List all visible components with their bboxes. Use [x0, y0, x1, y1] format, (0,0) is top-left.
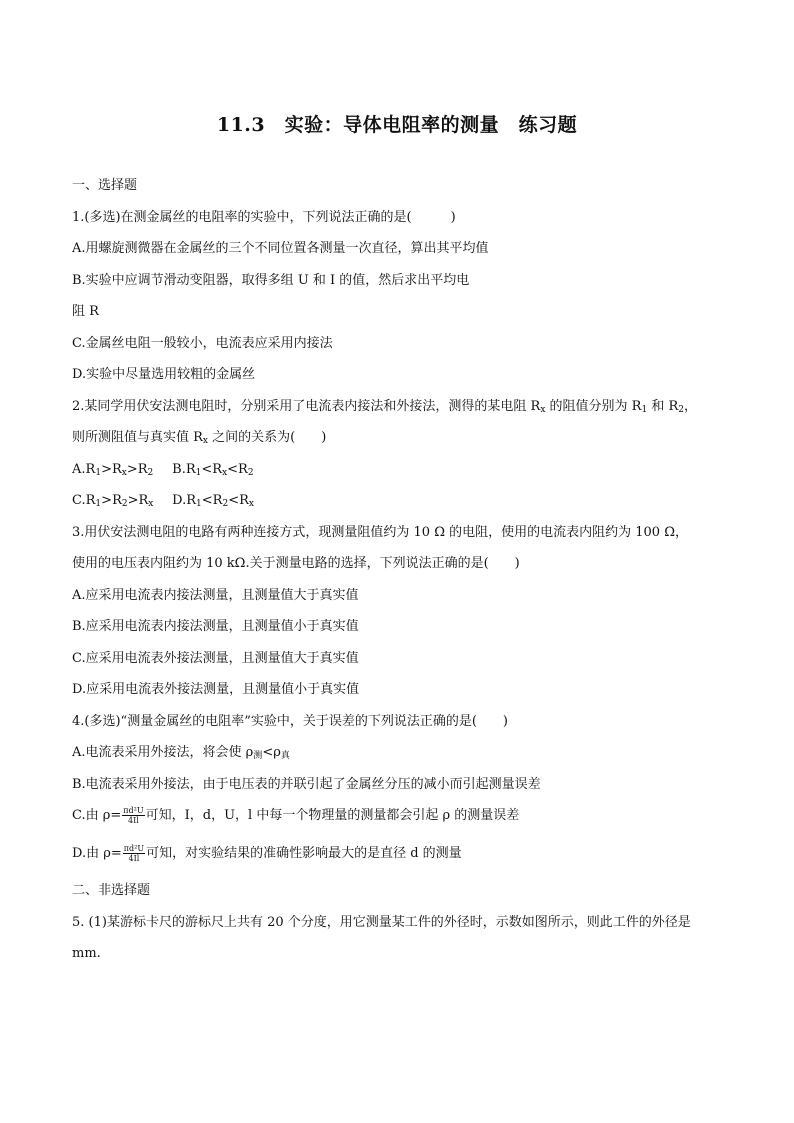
q3-stem-line2: 使用的电压表内阻约为 10 kΩ.关于测量电路的选择，下列说法正确的是( ) [72, 556, 520, 571]
q4-option-a: A.电流表采用外接法，将会使 $\rho_测<\rho_真$ [72, 745, 290, 761]
q2-option-b: $B.R_1<R_x<R_2$ [172, 461, 254, 478]
q3-option-d: D.应采用电流表外接法测量，且测量值小于真实值 [72, 682, 360, 697]
page-title: 11.3 实验：导体电阻率的测量 练习题 [216, 114, 578, 136]
q4-stem: 4.(多选)“测量金属丝的电阻率”实验中，关于误差的下列说法正确的是( ) [72, 713, 508, 729]
q3-option-b: B.应采用电流表内接法测量，且测量值小于真实值 [72, 619, 359, 634]
q3-stem-line1: 3.用伏安法测电阻的电路有两种连接方式，现测量阻值约为 10 Ω 的电阻，使用的电流表内阻约为 100 Ω， [72, 524, 688, 540]
section-heading-choice: 一、选择题 [72, 178, 138, 193]
q1-option-b: B.实验中应调节滑动变阻器，取得多组 U 和 I 的值，然后求出平均电 [72, 272, 470, 288]
q2-options-ab [72, 460, 732, 480]
q5-line2: mm. [72, 946, 101, 961]
q2-options-cd [72, 491, 732, 511]
section-heading-nonchoice: 二、非选择题 [72, 883, 151, 898]
q2-option-a: $A.R_1>R_x>R_2$ [72, 461, 154, 478]
q2-option-c: $C.R_1>R_2>R_x$ [72, 493, 154, 509]
q1-option-a: A.用螺旋测微器在金属丝的三个不同位置各测量一次直径，算出其平均值 [72, 241, 489, 256]
q2-stem-line1: 2.某同学用伏安法测电阻时，分别采用了电流表内接法和外接法，测得的某电阻 $R_x$ 的阻值分别为 $R_1$ 和 $R_2$， [72, 398, 698, 415]
q4-option-b: B.电流表采用外接法，由于电压表的并联引起了金属丝分压的减小而引起测量误差 [72, 776, 541, 792]
q2-stem-line2: 则所测阻值与真实值 $R_x$ 之间的关系为( ) [72, 430, 327, 446]
q3-option-c: C.应采用电流表外接法测量，且测量值大于真实值 [72, 650, 359, 666]
q1-stem: 1.(多选)在测金属丝的电阻率的实验中，下列说法正确的是( ) [72, 209, 456, 225]
q1-option-d: D.实验中尽量选用较粗的金属丝 [72, 367, 256, 382]
q1-option-c: C.金属丝电阻一般较小，电流表应采用内接法 [72, 335, 333, 351]
formula-fraction: $\frac{\text{πd²U}}{4Il}$ [123, 843, 145, 863]
q4-option-d: D.由 ρ= $\frac{\text{πd²U}}{4Il}$ 可知，对实验结果的准确性影响最大的是直径 d 的测量 [72, 843, 462, 863]
q5-line1: 5. (1)某游标卡尺的游标尺上共有 20 个分度，用它测量某工件的外径时，示数如图所示，则此工件的外径是 [72, 914, 691, 930]
q3-option-a: A.应采用电流表内接法测量，且测量值大于真实值 [72, 587, 359, 603]
formula-fraction: $\frac{\text{πd²U}}{4Il}$ [123, 806, 144, 825]
q2-option-d: $D.R_1<R_2<R_x$ [172, 493, 254, 509]
q4-option-c: C.由 ρ= $\frac{\text{πd²U}}{4Il}$ 可知，I，d，U，l 中每一个物理量的测量都会引起 ρ 的测量误差 [72, 806, 520, 825]
q1-option-b-cont: 阻 R [72, 304, 99, 319]
document-body [72, 176, 732, 976]
